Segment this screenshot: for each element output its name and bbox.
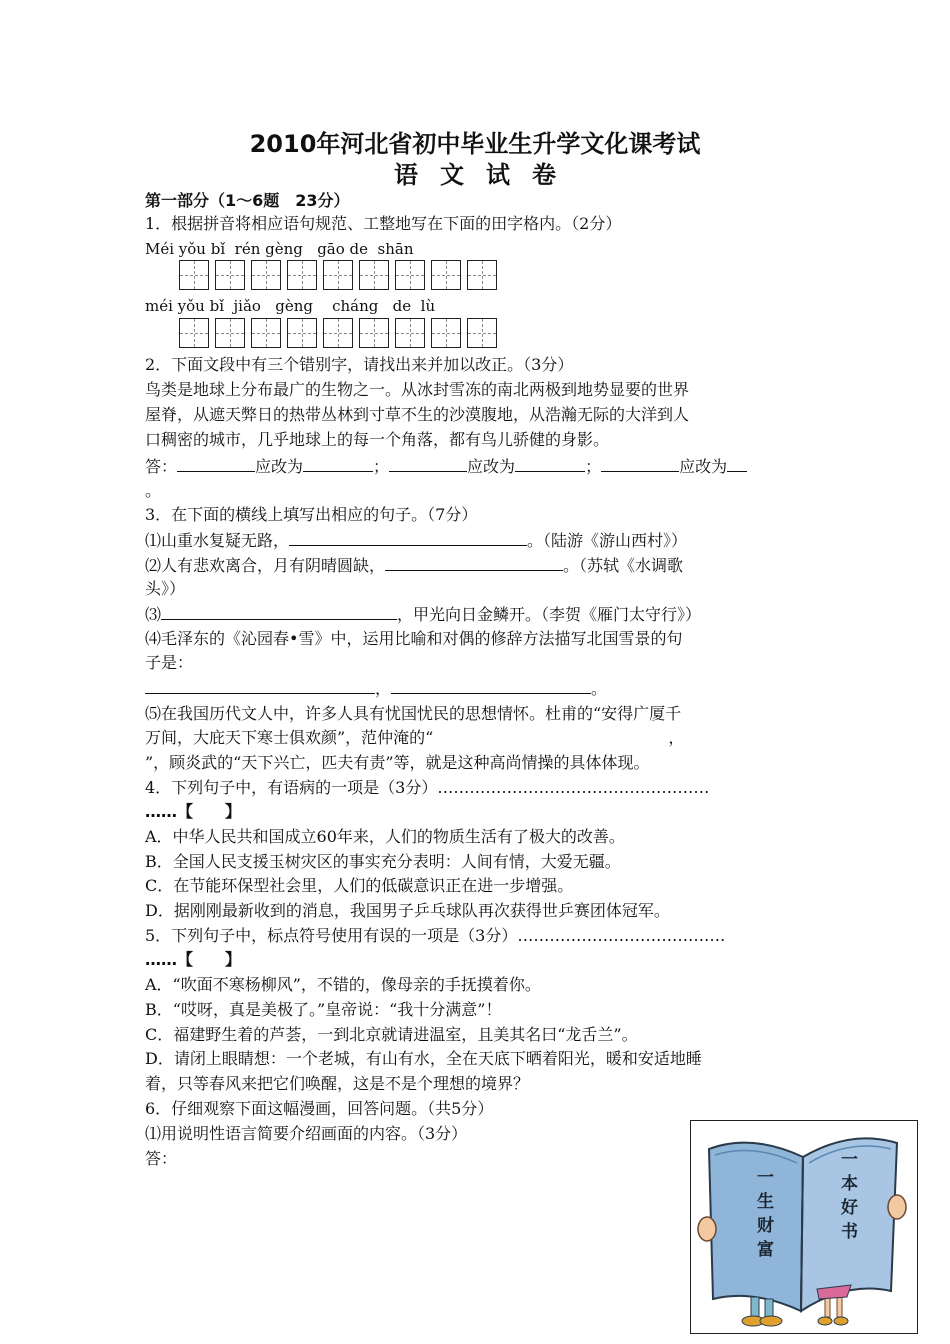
q5-stem: 5．下列句子中，标点符号使用有误的一项是（3分）…………………………………: [145, 926, 726, 945]
answer-blank[interactable]: [389, 455, 467, 472]
grid-cell[interactable]: [467, 260, 497, 290]
cartoon-image: [690, 1120, 918, 1334]
grid-cell[interactable]: [467, 318, 497, 348]
grid-cell[interactable]: [431, 318, 461, 348]
grid-cell[interactable]: [395, 318, 425, 348]
left-person-leg: [751, 1297, 759, 1317]
q1-pinyin-2: méi yǒu bǐ jiǎo gèng cháng de lù: [145, 297, 436, 315]
answer-blank[interactable]: [391, 677, 591, 694]
grid-cell[interactable]: [179, 260, 209, 290]
answer-blank[interactable]: [727, 455, 747, 472]
cartoon-left-text: 一生财富: [757, 1168, 774, 1260]
q3-item-4: ⑷毛泽东的《沁园春•雪》中，运用比喻和对偶的修辞方法描写北国雪景的句: [145, 629, 683, 648]
change-label: 应改为: [255, 457, 304, 476]
grid-cell[interactable]: [323, 260, 353, 290]
cartoon-svg: [691, 1121, 917, 1333]
q3-item-5-cont: [145, 727, 684, 749]
q6-answer-label: 答：: [145, 1149, 178, 1168]
grid-cell[interactable]: [179, 318, 209, 348]
q3-item-2: [145, 554, 683, 577]
q6-stem: 6．仔细观察下面这幅漫画，回答问题。（共5分）: [145, 1099, 494, 1118]
source-text: 。（陆游《游山西村》）: [527, 531, 688, 550]
grid-cell[interactable]: [287, 318, 317, 348]
grid-cell[interactable]: [215, 260, 245, 290]
q2-paragraph-line: 屋脊，从遮天弊日的热带丛林到寸草不生的沙漠腹地，从浩瀚无际的大洋到人: [145, 405, 690, 424]
q5-option-b[interactable]: B．“哎呀，真是美极了。”皇帝说：“我十分满意”！: [145, 1000, 502, 1019]
exam-subtitle: 语文试卷: [394, 161, 578, 189]
q3-item-5: ⑸在我国历代文人中，许多人具有忧国忧民的思想情怀。杜甫的“安得广厦千: [145, 704, 682, 723]
q2-paragraph-line: 鸟类是地球上分布最广的生物之一。从冰封雪冻的南北两极到地势显要的世界: [145, 380, 690, 399]
q1-grid-2[interactable]: [179, 318, 503, 348]
q2-answer-row: [145, 455, 747, 478]
q5-option-d[interactable]: D．请闭上眼睛想：一个老城，有山有水，全在天底下晒着阳光，暖和安适地睡: [145, 1049, 702, 1068]
change-label: 应改为: [467, 457, 516, 476]
q3-stem: 3．在下面的横线上填写出相应的句子。（7分）: [145, 505, 478, 524]
grid-cell[interactable]: [215, 318, 245, 348]
answer-label: 答：: [145, 457, 178, 476]
exam-title: 2010年河北省初中毕业生升学文化课考试: [249, 130, 701, 158]
q1-pinyin-1: Méi yǒu bǐ rén gèng gāo de shān: [145, 240, 414, 258]
q2-stem: 2．下面文段中有三个错别字，请找出来并加以改正。（3分）: [145, 355, 574, 374]
shoe: [760, 1316, 782, 1326]
q3-item-3: [145, 603, 701, 626]
grid-cell[interactable]: [359, 260, 389, 290]
prompt-text: ⑶: [145, 605, 162, 624]
q5-option-a[interactable]: A．“吹面不寒杨柳风”，不错的，像母亲的手抚摸着你。: [145, 975, 541, 994]
grid-cell[interactable]: [323, 318, 353, 348]
separator: ，: [375, 679, 392, 698]
left-person-leg: [765, 1299, 773, 1317]
q1-grid-1[interactable]: [179, 260, 503, 290]
grid-cell[interactable]: [359, 318, 389, 348]
q4-option-c[interactable]: C．在节能环保型社会里，人们的低碳意识正在进一步增强。: [145, 876, 574, 895]
q5-option-c[interactable]: C．福建野生着的芦荟，一到北京就请进温室，且美其名曰“龙舌兰”。: [145, 1025, 638, 1044]
grid-cell[interactable]: [395, 260, 425, 290]
separator: 。: [591, 679, 608, 698]
answer-blank[interactable]: [385, 554, 563, 571]
right-hand: [888, 1195, 906, 1219]
q3-item-1: [145, 529, 687, 552]
source-text: 。（苏轼《水调歌: [563, 556, 684, 575]
q5-answer-bracket[interactable]: ……【 】: [145, 950, 242, 969]
answer-blank[interactable]: [303, 455, 373, 472]
cartoon-right-text: 一本好书: [841, 1150, 858, 1242]
q2-end: 。: [145, 481, 162, 500]
shoe: [818, 1317, 832, 1325]
q6-sub1: ⑴用说明性语言简要介绍画面的内容。（3分）: [145, 1124, 468, 1143]
prompt-text: ⑵人有悲欢离合，月有阴晴圆缺，: [145, 556, 386, 575]
answer-blank[interactable]: [289, 529, 527, 546]
shoe: [834, 1317, 848, 1325]
q3-item-2-cont: 头》）: [145, 579, 186, 598]
answer-blank[interactable]: [177, 455, 255, 472]
q3-item-4-answer: [145, 677, 607, 700]
q4-answer-bracket[interactable]: ……【 】: [145, 802, 242, 821]
separator: ；: [585, 457, 602, 476]
q4-option-d[interactable]: D．据刚刚最新收到的消息，我国男子乒乓球队再次获得世乒赛团体冠军。: [145, 901, 670, 920]
change-label: 应改为: [679, 457, 728, 476]
part-heading: 第一部分（1～6题 23分）: [145, 191, 350, 210]
q4-option-a[interactable]: A．中华人民共和国成立60年来，人们的物质生活有了极大的改善。: [145, 827, 625, 846]
q4-stem: 4．下列句子中，有语病的一项是（3分）……………………………………………: [145, 778, 710, 797]
grid-cell[interactable]: [431, 260, 461, 290]
answer-blank[interactable]: [515, 455, 585, 472]
grid-cell[interactable]: [251, 260, 281, 290]
grid-cell[interactable]: [251, 318, 281, 348]
q3-item-5-end: ”，顾炎武的“天下兴亡，匹夫有责”等，就是这种高尚情操的具体体现。: [145, 753, 650, 772]
answer-blank[interactable]: [601, 455, 679, 472]
q3-item-4-cont: 子是：: [145, 653, 194, 672]
q2-paragraph-line: 口稠密的城市，几乎地球上的每一个角落，都有鸟儿骄健的身影。: [145, 430, 610, 449]
answer-blank[interactable]: [145, 677, 375, 694]
book-left-page: [709, 1143, 803, 1311]
q1-stem: 1．根据拼音将相应语句规范、工整地写在下面的田字格内。（2分）: [145, 214, 622, 233]
left-hand: [698, 1217, 716, 1241]
q5-option-d-cont: 着，只等春风来把它们唤醒，这是不是个理想的境界？: [145, 1074, 530, 1093]
prompt-text: ⑴山重水复疑无路，: [145, 531, 290, 550]
answer-blank[interactable]: [161, 603, 397, 620]
q4-option-b[interactable]: B．全国人民支援玉树灾区的事实充分表明：人间有情，大爱无疆。: [145, 852, 621, 871]
prompt-text: 万间，大庇天下寒士俱欢颜”，范仲淹的“: [145, 728, 434, 747]
separator: ；: [373, 457, 390, 476]
separator: ，: [668, 728, 685, 747]
grid-cell[interactable]: [287, 260, 317, 290]
source-text: ，甲光向日金鳞开。（李贺《雁门太守行》）: [397, 605, 702, 624]
